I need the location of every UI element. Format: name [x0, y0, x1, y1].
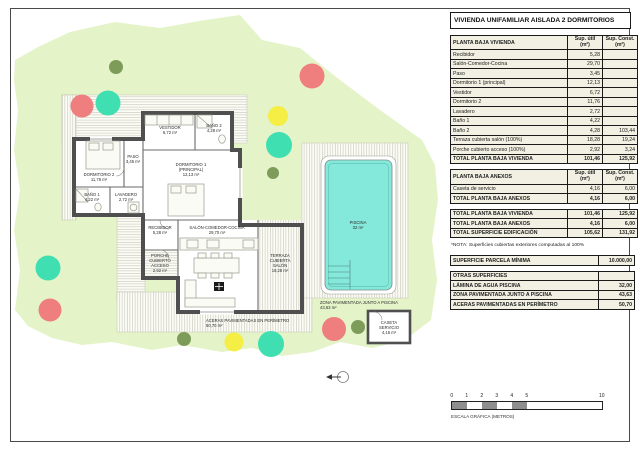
scale-tick: 3	[495, 393, 499, 399]
table-row	[451, 116, 638, 126]
area-tables-panel	[450, 12, 635, 315]
table-cell: 2,72	[568, 107, 603, 117]
table-row	[451, 290, 635, 300]
table-cell: TOTAL SUPERFICIE EDIFICACIÓN	[451, 228, 568, 238]
scale-tick: 1	[465, 393, 469, 399]
table-row	[451, 50, 638, 60]
table-row	[451, 184, 638, 194]
table-cell: Sup. útil (m²)	[568, 36, 603, 50]
scale-caption: ESCALA GRÁFICA (METROS)	[451, 414, 515, 419]
table-row	[451, 209, 638, 219]
table-cell: 3,24	[603, 145, 638, 155]
table-cell: Terraza cubierta salón (100%)	[451, 135, 568, 145]
table-cell: Paso	[451, 69, 568, 79]
table-cell	[603, 107, 638, 117]
table-cell: Sup. útil (m²)	[568, 170, 603, 184]
svg-text:CUBIERTO: CUBIERTO	[149, 258, 171, 263]
tree-red	[71, 95, 94, 118]
table-cell: TOTAL PLANTA BAJA ANEXOS	[451, 219, 568, 229]
table-cell: Lavadero	[451, 107, 568, 117]
table-row	[451, 194, 638, 204]
table-cell: 29,70	[568, 59, 603, 69]
site-plan	[10, 8, 447, 444]
table-row	[451, 135, 638, 145]
aceras-label: ACERAS PAVIMENTADAS EN PERÍMETRO	[206, 318, 290, 323]
table-cell: LÁMINA DE AGUA PISCINA	[451, 281, 599, 291]
table-row	[451, 228, 638, 238]
table-row	[451, 170, 638, 184]
scale-tick-labels	[451, 393, 633, 400]
room-label: BAÑO 1	[84, 192, 100, 197]
tree-olive	[267, 167, 279, 179]
table-cell: 6,00	[603, 219, 638, 229]
room-label: PORCHE	[151, 253, 169, 258]
table-row	[451, 97, 638, 107]
table-cell	[603, 59, 638, 69]
table-cell	[603, 88, 638, 98]
tree-teal	[266, 132, 292, 158]
table-cell: Caseta de servicio	[451, 184, 568, 194]
planta-baja-anexos-table	[450, 169, 638, 203]
table-cell: 4,16	[568, 219, 603, 229]
room-label: LAVADERO	[114, 192, 138, 197]
tree-teal	[258, 331, 284, 357]
svg-text:4,22 m²: 4,22 m²	[84, 197, 100, 202]
table-cell: 11,76	[568, 97, 603, 107]
table-cell: 103,44	[603, 126, 638, 136]
table-cell	[603, 78, 638, 88]
tree-yellow	[268, 106, 288, 126]
nota-text: *NOTA: Superficies cubiertas exteriores computadas al 100%	[451, 243, 585, 249]
table-cell: TOTAL PLANTA BAJA VIVIENDA	[451, 209, 568, 219]
svg-text:43,63 m²: 43,63 m²	[320, 305, 337, 310]
table-cell: 12,13	[568, 78, 603, 88]
table-cell: 105,62	[568, 228, 603, 238]
svg-text:SALÓN: SALÓN	[272, 263, 288, 268]
tree-yellow	[225, 333, 244, 352]
table-cell: Baño 2	[451, 126, 568, 136]
room-label: BAÑO 2	[206, 123, 222, 128]
table-row	[451, 36, 638, 50]
table-cell	[599, 271, 635, 281]
table-cell: 101,46	[568, 154, 603, 164]
tree-red	[39, 299, 62, 322]
scale-tick: 4	[510, 393, 514, 399]
table-cell: ZONA PAVIMENTADA JUNTO A PISCINA	[451, 290, 599, 300]
svg-text:CUBIERTA: CUBIERTA	[269, 258, 291, 263]
svg-text:(PRINCIPAL): (PRINCIPAL)	[178, 167, 204, 172]
scale-segment	[452, 402, 467, 409]
table-cell: 4,16	[568, 184, 603, 194]
svg-text:29,70 m²: 29,70 m²	[208, 230, 226, 235]
table-cell: 4,16	[568, 194, 603, 204]
svg-text:4,16 m²: 4,16 m²	[381, 330, 397, 335]
svg-text:4,28 m²: 4,28 m²	[206, 128, 222, 133]
table-cell: TOTAL PLANTA BAJA ANEXOS	[451, 194, 568, 204]
table-cell: Salón-Comedor-Cocina	[451, 59, 568, 69]
tree-red	[300, 64, 325, 89]
table-row	[451, 154, 638, 164]
svg-text:SERVICIO: SERVICIO	[379, 325, 399, 330]
table-cell: 3,45	[568, 69, 603, 79]
table-row	[451, 78, 638, 88]
svg-text:11,76 m²: 11,76 m²	[90, 177, 108, 182]
table-cell: Sup. Const. (m²)	[603, 36, 638, 50]
svg-text:6,72 m²: 6,72 m²	[162, 130, 178, 135]
table-cell: OTRAS SUPERFICIES	[451, 271, 599, 281]
tree-teal	[36, 256, 61, 281]
table-cell: 10.000,00	[599, 256, 635, 266]
scale-tick: 2	[480, 393, 484, 399]
sheet-title: VIVIENDA UNIFAMILIAR AISLADA 2 DORMITORIOS	[450, 12, 631, 29]
svg-text:18,28 m²: 18,28 m²	[271, 268, 289, 273]
table-cell: 4,28	[568, 126, 603, 136]
tree-teal	[96, 91, 121, 116]
room-label: TERRAZA	[270, 253, 290, 258]
table-cell: 5,28	[568, 50, 603, 60]
tree-red	[322, 317, 346, 341]
totales-table	[450, 209, 638, 239]
table-cell: SUPERFICIE PARCELA MÍNIMA	[451, 256, 599, 266]
table-row	[451, 300, 635, 310]
room-label: SALÓN-COMEDOR-COCINA	[189, 225, 245, 230]
table-cell: Dormitorio 2	[451, 97, 568, 107]
table-row	[451, 88, 638, 98]
table-cell: 131,92	[603, 228, 638, 238]
table-cell	[603, 116, 638, 126]
table-row	[451, 107, 638, 117]
table-cell: 101,46	[568, 209, 603, 219]
otras-superficies-table	[450, 271, 635, 310]
table-cell: 2,92	[568, 145, 603, 155]
svg-text:2,72 m²: 2,72 m²	[118, 197, 134, 202]
scale-tick: 5	[525, 393, 529, 399]
pool-label: PISCINA	[349, 220, 367, 225]
scale-tick: 10	[599, 393, 605, 399]
svg-text:3,45 m²: 3,45 m²	[125, 159, 141, 164]
table-cell: Vestidor	[451, 88, 568, 98]
room-label: RECIBIDOR	[148, 225, 172, 230]
table-row	[451, 59, 638, 69]
scale-segment	[482, 402, 497, 409]
dining-table	[194, 258, 239, 273]
table-cell	[603, 69, 638, 79]
room-label: PASO	[127, 154, 139, 159]
table-cell: Baño 1	[451, 116, 568, 126]
svg-text:50,70 m²: 50,70 m²	[206, 323, 223, 328]
svg-text:12,13 m²: 12,13 m²	[182, 172, 200, 177]
room-label: DORMITORIO 1	[175, 162, 207, 167]
svg-text:32 m²: 32 m²	[352, 225, 364, 230]
table-cell: PLANTA BAJA ANEXOS	[451, 170, 568, 184]
tree-olive	[177, 332, 191, 346]
table-cell: 125,92	[603, 154, 638, 164]
zona-pavimentada-label: ZONA PAVIMENTADA JUNTO A PISCINA	[320, 300, 398, 305]
table-cell: 125,92	[603, 209, 638, 219]
room-label: VESTIDOR	[159, 125, 181, 130]
table-row	[451, 281, 635, 291]
toilet-bano2	[219, 135, 226, 143]
table-cell	[603, 50, 638, 60]
table-cell: Porche cubierto acceso (100%)	[451, 145, 568, 155]
table-cell: Sup. Const. (m²)	[603, 170, 638, 184]
table-cell: 4,22	[568, 116, 603, 126]
table-row	[451, 69, 638, 79]
table-row	[451, 256, 635, 266]
table-cell: 18,28	[568, 135, 603, 145]
table-cell: ACERAS PAVIMENTADAS EN PERÍMETRO	[451, 300, 599, 310]
svg-text:ACCESO: ACCESO	[151, 263, 169, 268]
table-row	[451, 271, 635, 281]
table-row	[451, 219, 638, 229]
table-row	[451, 145, 638, 155]
table-cell: 43,63	[599, 290, 635, 300]
table-cell: TOTAL PLANTA BAJA VIVIENDA	[451, 154, 568, 164]
table-cell: 32,00	[599, 281, 635, 291]
toilet-bano1	[95, 203, 101, 211]
table-row	[451, 126, 638, 136]
svg-text:2,92 m²: 2,92 m²	[152, 268, 168, 273]
north-symbol	[326, 372, 349, 383]
room-label: DORMITORIO 2	[83, 172, 115, 177]
svg-text:5,28 m²: 5,28 m²	[152, 230, 168, 235]
graphic-scale	[451, 393, 633, 419]
parcela-minima-table	[450, 255, 635, 266]
table-cell: PLANTA BAJA VIVIENDA	[451, 36, 568, 50]
scale-segment	[512, 402, 527, 409]
tree-olive	[109, 60, 123, 74]
table-cell: 6,00	[603, 184, 638, 194]
table-cell: 50,70	[599, 300, 635, 310]
table-cell: 19,24	[603, 135, 638, 145]
caseta-label: CASETA	[380, 320, 398, 325]
table-cell	[603, 97, 638, 107]
scale-bar	[451, 401, 603, 410]
planta-baja-vivienda-table	[450, 35, 638, 164]
table-cell: 6,00	[603, 194, 638, 204]
table-cell: 6,72	[568, 88, 603, 98]
table-cell: Recibidor	[451, 50, 568, 60]
table-cell: Dormitorio 1 (principal)	[451, 78, 568, 88]
washer-lavadero	[128, 202, 139, 213]
tree-olive	[351, 320, 365, 334]
scale-tick: 0	[450, 393, 454, 399]
